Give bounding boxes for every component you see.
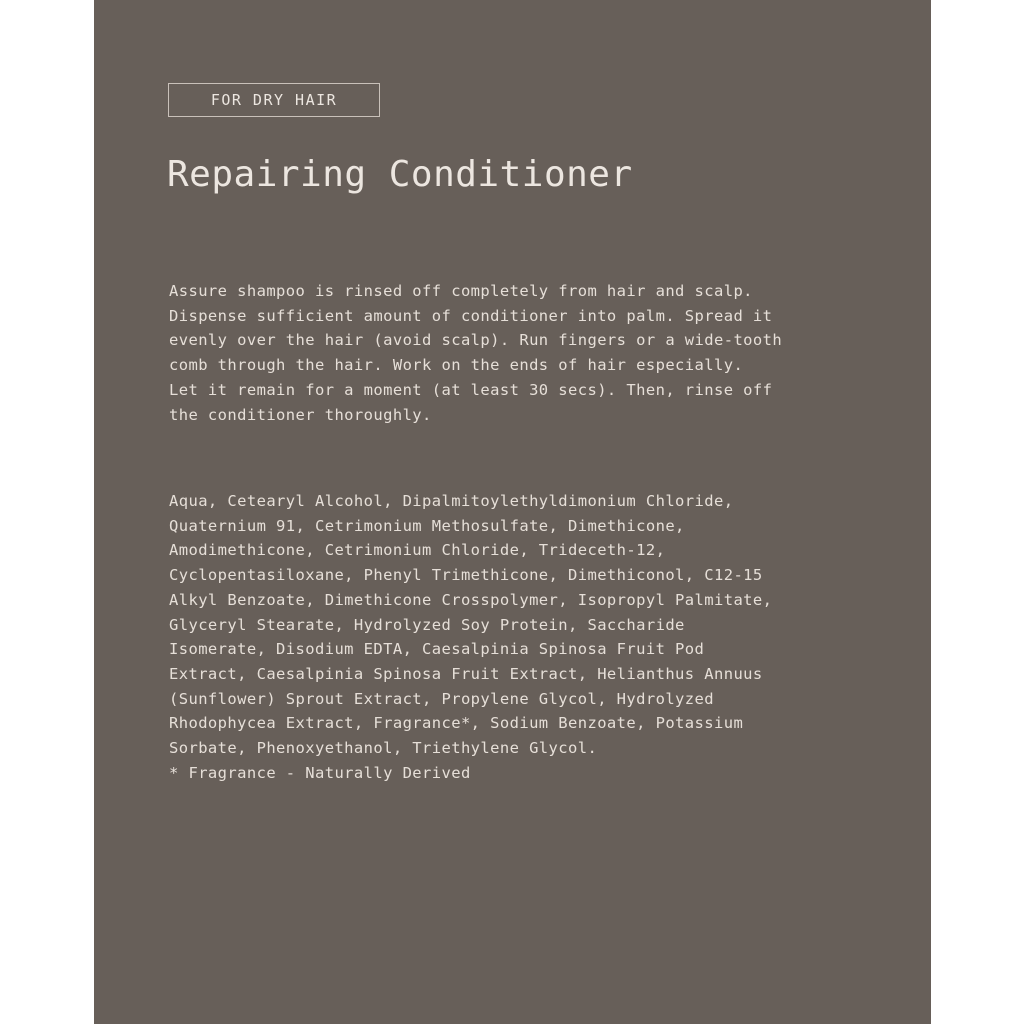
product-title: Repairing Conditioner xyxy=(167,154,633,195)
fragrance-footnote: * Fragrance - Naturally Derived xyxy=(169,764,471,782)
ingredients-list: Aqua, Cetearyl Alcohol, Dipalmitoylethyldimonium Chloride, Quaternium 91, Cetrimonium Methosulfate, Dimethicone, Amodimethicone, Cetrimonium Chloride, Trideceth-12, Cyclopentasiloxane, Phenyl Trimethicone, Dimethiconol, C12-15 Alkyl Benzoate, Dimethicone Crosspolymer, Isopropyl Palmitate, Glyceryl Stearate, Hydrolyzed Soy Protein, Saccharide Isomerate, Disodium EDTA, Caesalpinia Spinosa Fruit Pod Extract, Caesalpinia Spinosa Fruit Extract, Helianthus Annuus (Sunflower) Sprout Extract, Propylene Glycol, Hydrolyzed Rhodophycea Extract, Fragrance*, Sodium Benzoate, Potassium Sorbate, Phenoxyethanol, Triethylene Glycol. xyxy=(169,492,773,758)
hair-type-tag: FOR DRY HAIR xyxy=(168,83,380,117)
usage-instructions: Assure shampoo is rinsed off completely from hair and scalp. Dispense sufficient amount of conditioner into palm. Spread it evenly over the hair (avoid scalp). Run fingers or a wide-tooth comb through the hair. Work on the ends of hair especially. Let it remain for a moment (at least 30 secs). Then, rinse off the conditioner thoroughly. xyxy=(169,282,783,424)
product-info-panel xyxy=(94,0,931,1024)
